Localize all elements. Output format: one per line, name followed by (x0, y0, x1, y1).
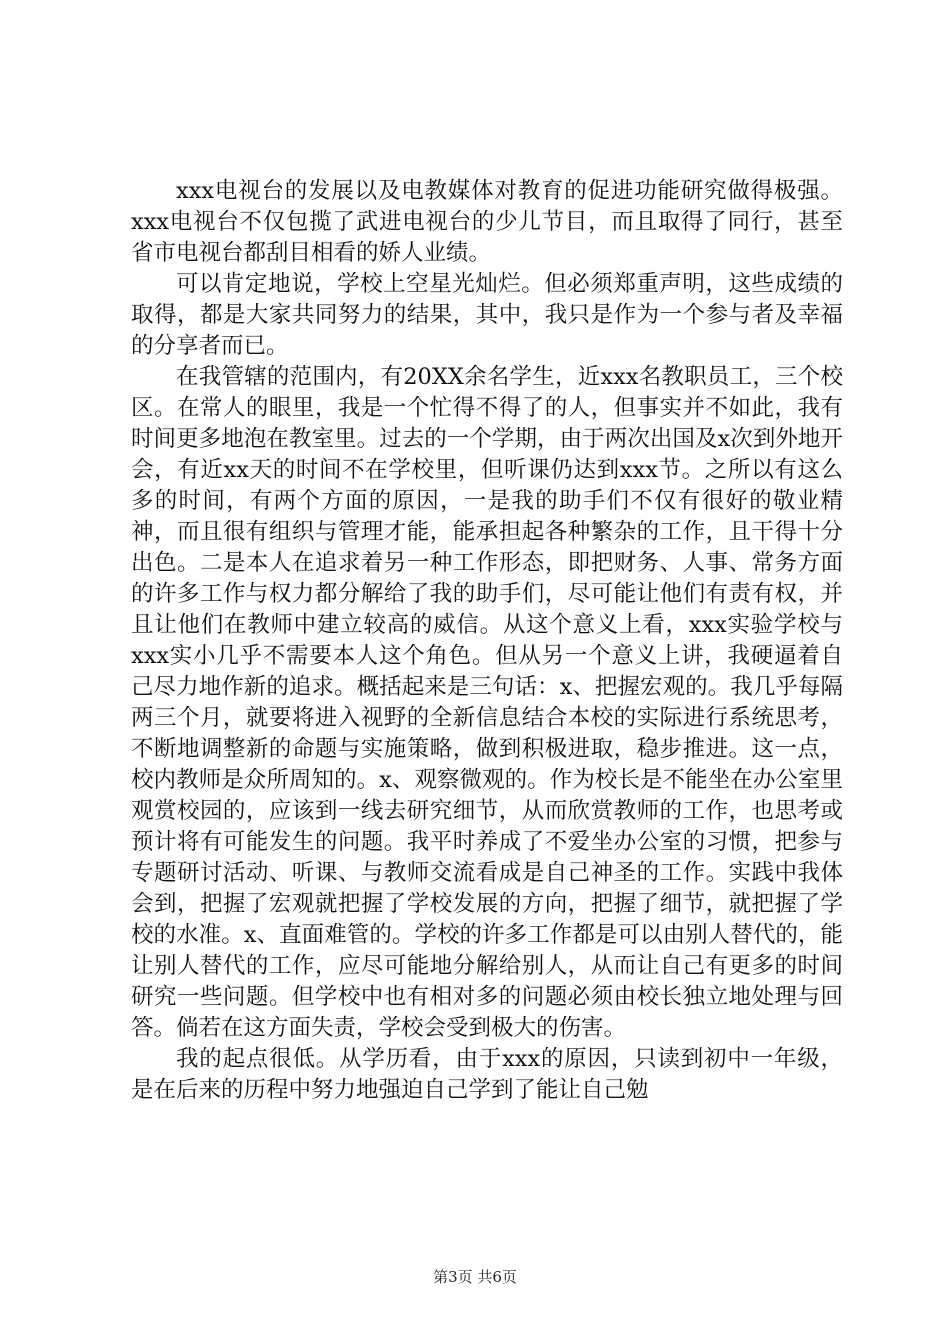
page-number-footer: 第3页 共6页 (433, 1268, 517, 1286)
paragraph-3: 在我管辖的范围内，有20XX余名学生，近xxx名教职员工，三个校区。在常人的眼里，我是一个忙得不得了的人，但事实并不如此，我有时间更多地泡在教室里。过去的一个学期，由于两次出国及x次到外地开会，有近xx天的时间不在学校里，但听课仍达到xxx节。之所以有这么多的时间，有两个方面的原因，一是我的助手们不仅有很好的敬业精神，而且很有组织与管理才能，能承担起各种繁杂的工作，且干得十分出色。二是本人在追求着另一种工作形态，即把财务、人事、常务方面的许多工作与权力都分解给了我的助手们，尽可能让他们有责有权，并且让他们在教师中建立较高的威信。从这个意义上看，xxx实验学校与xxx实小几乎不需要本人这个角色。但从另一个意义上讲，我硬逼着自己尽力地作新的追求。概括起来是三句话：x、把握宏观的。我几乎每隔两三个月，就要将进入视野的全新信息结合本校的实际进行系统思考，不断地调整新的命题与实施策略，做到积极进取，稳步推进。这一点，校内教师是众所周知的。x、观察微观的。作为校长是不能坐在办公室里观赏校园的，应该到一线去研究细节，从而欣赏教师的工作，也思考或预计将有可能发生的问题。我平时养成了不爱坐办公室的习惯，把参与专题研讨活动、听课、与教师交流看成是自己神圣的工作。实践中我体会到，把握了宏观就把握了学校发展的方向，把握了细节，就把握了学校的水准。x、直面难管的。学校的许多工作都是可以由别人替代的，能让别人替代的工作，应尽可能地分解给别人，从而让自己有更多的时间研究一些问题。但学校中也有相对多的问题必须由校长独立地处理与回答。倘若在这方面失责，学校会受到极大的伤害。 (131, 364, 843, 1041)
paragraph-4: 我的起点很低。从学历看，由于xxx的原因，只读到初中一年级，是在后来的历程中努力地强迫自己学到了能让自己勉 (131, 1046, 843, 1103)
paragraph-2: 可以肯定地说，学校上空星光灿烂。但必须郑重声明，这些成绩的取得，都是大家共同努力的结果，其中，我只是作为一个参与者及幸福的分享者而已。 (131, 271, 843, 359)
body-text (131, 176, 843, 1106)
paragraph-1: xxx电视台的发展以及电教媒体对教育的促进功能研究做得极强。xxx电视台不仅包揽了武进电视台的少儿节目，而且取得了同行，甚至省市电视台都刮目相看的娇人业绩。 (131, 178, 843, 266)
